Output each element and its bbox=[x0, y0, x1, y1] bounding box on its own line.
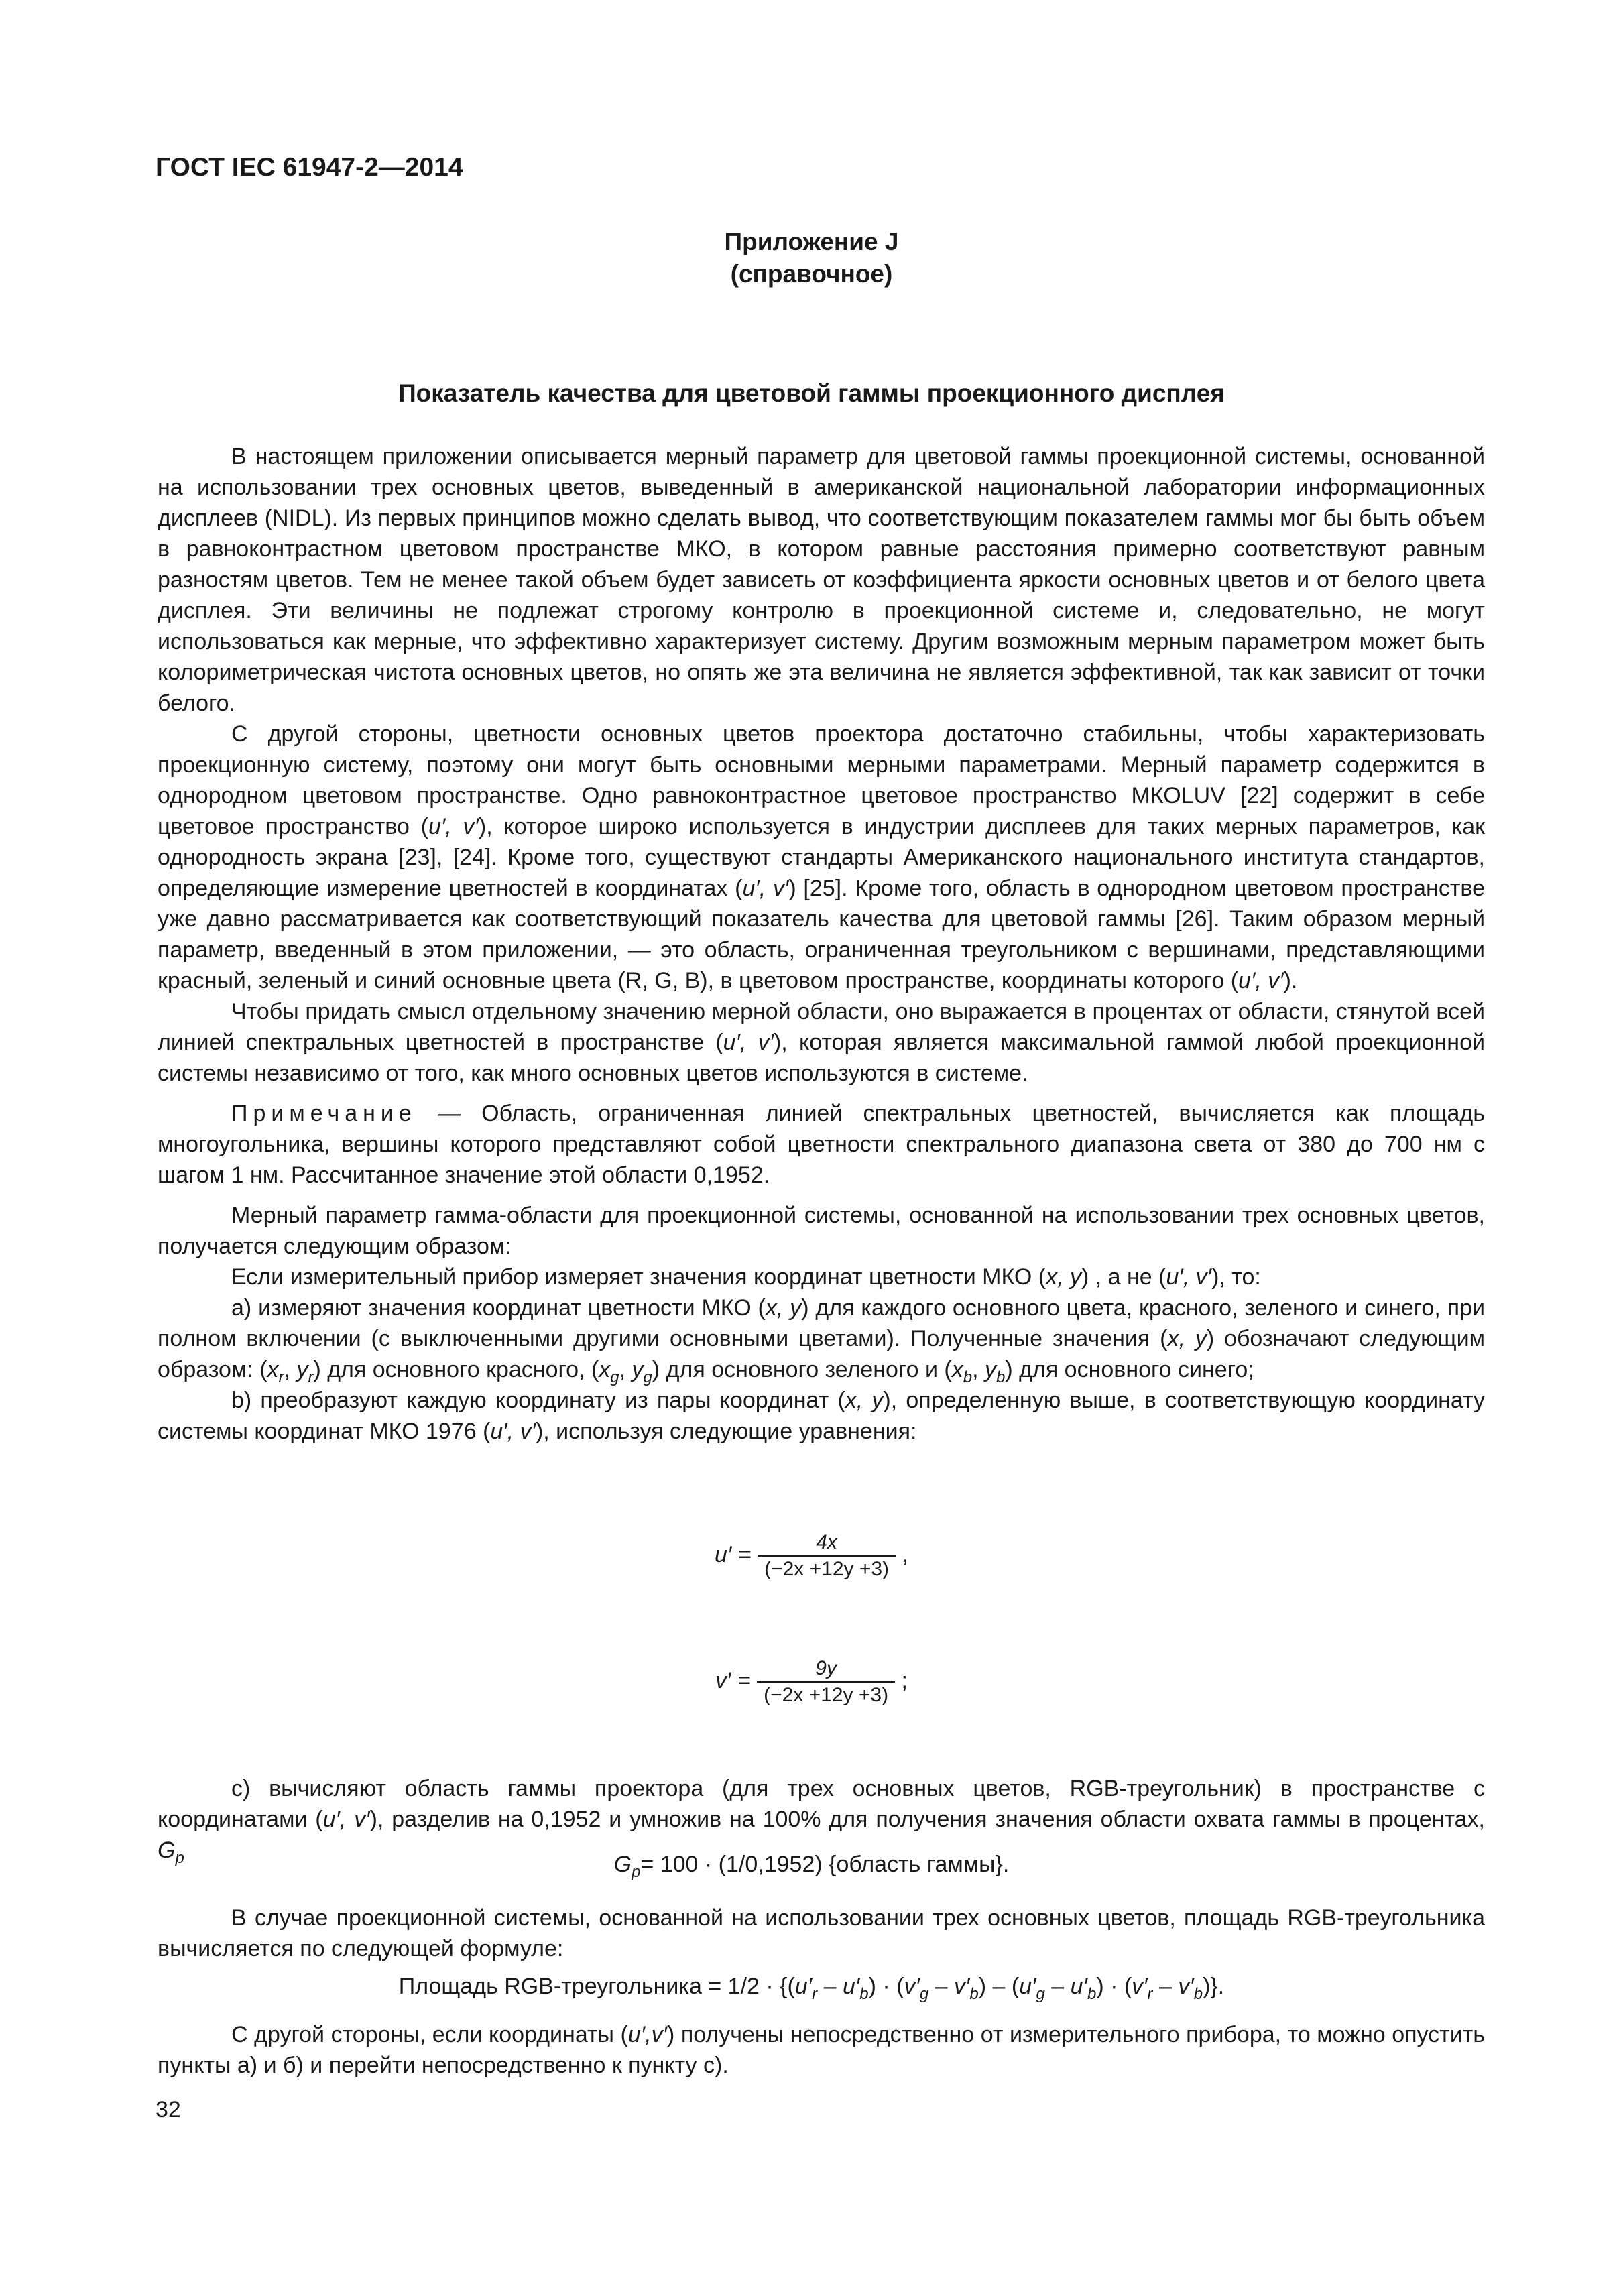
formula-area: Площадь RGB-треугольника = $1/2 \cdot \{(u'_r - u'_b) \cdot (v'_g - v'_b) - (u'_g - u'_b) \cdot (v'_r - v'_b)\}$. bbox=[398, 1974, 1225, 2003]
paragraph-method: Мерный параметр гамма-области для проекционной системы, основанной на использовании трех основных цветов, получается следующим образом: bbox=[158, 1203, 1485, 1259]
paragraph-percent: Чтобы придать смысл отдельному значению мерной области, оно выражается в процентах от области, стянутой всей линией спектральных цветностей в пространстве (u′, v′), которая является максимальной гаммой любой проекционной системы независимо от того, как много основных цветов используются в системе. bbox=[158, 999, 1485, 1086]
fraction-v: $\frac{9y}{(-2x +12y +3)}$ bbox=[757, 1656, 895, 1708]
note-heading: Примечание bbox=[231, 1101, 417, 1126]
note: Примечание — Область, ограниченная линией спектральных цветностей, вычисляется как площадь многоугольника, вершины которого представляют собой цветности спектрального диапазона света от 380 до 700 нм с шагом 1 нм. Рассчитанное значение этой области 0,1952. bbox=[158, 1101, 1485, 1188]
step-a: а) измеряют значения координат цветности МКО (x, y) для каждого основного цвета, красного, зеленого и синего, при полном включении (с выключенными другими основными цветами). Полученные значения (x, y) обозначают следующим образом: ($x_r$, $y_r$) для основного красного, ($x_g$, $y_g$) для основного зеленого и ($x_b$, $y_b$) для основного синего; bbox=[158, 1295, 1485, 1386]
formula-gp: $G_p= 100 \cdot (1/0,1952)$ {область гаммы}. bbox=[613, 1852, 1010, 1881]
page-number: 32 bbox=[156, 2097, 181, 2122]
body-text-3 bbox=[158, 1902, 1485, 1964]
fraction-u: $\frac{4x}{(-2x +12y +3)}$ bbox=[758, 1530, 896, 1582]
paragraph-area: В случае проекционной системы, основанной на использовании трех основных цветов, площадь RGB-треугольника вычисляется по следующей формуле: bbox=[158, 1905, 1485, 1961]
body-text-4 bbox=[158, 2019, 1485, 2081]
formula-u: u′ = $\frac{4x}{(-2x +12y +3)}$ , bbox=[0, 1530, 1623, 1582]
annex-label: Приложение J bbox=[724, 228, 899, 255]
paragraph-instrument: Если измерительный прибор измеряет значения координат цветности МКО (x, y) , а не (u′, v′), то: bbox=[231, 1264, 1261, 1290]
annex-title: Показатель качества для цветовой гаммы проекционного дисплея bbox=[398, 379, 1225, 407]
document-header: ГОСТ IEC 61947-2—2014 bbox=[156, 153, 463, 182]
formula-v: v′ = $\frac{9y}{(-2x +12y +3)}$ ; bbox=[0, 1656, 1623, 1708]
step-b: b) преобразуют каждую координату из пары координат (x, y), определенную выше, в соответствующую координату системы координат МКО 1976 (u′, v′), используя следующие уравнения: bbox=[158, 1388, 1485, 1444]
step-c: с) вычисляют область гаммы проектора (для трех основных цветов, RGB-треугольник) в пространстве с координатами (u′, v′), разделив на 0,1952 и умножив на 100% для получения значения области охвата гаммы в процентах, $G_p$ bbox=[158, 1776, 1485, 1867]
paragraph-direct: С другой стороны, если координаты (u′,v′) получены непосредственно от измерительного прибора, то можно опустить пункты а) и б) и перейти непосредственно к пункту с). bbox=[158, 2022, 1485, 2078]
annex-type: (справочное) bbox=[730, 260, 893, 288]
paragraph-intro: В настоящем приложении описывается мерный параметр для цветовой гаммы проекционной системы, основанной на использовании трех основных цветов, выведенный в американской национальной лаборатории информационных дисплеев (NIDL). Из первых принципов можно сделать вывод, что соответствующим показателем гаммы мог бы быть объем в равноконтрастном цветовом пространстве МКО, в котором равные расстояния примерно соответствуют равным разностям цветов. Тем не менее такой объем будет зависеть от коэффициента яркости основных цветов и от белого цвета дисплея. Эти величины не подлежат строгому контролю в проекционной системе и, следовательно, не могут использоваться как мерные, что эффективно характеризует систему. Другим возможным мерным параметром может быть колориметрическая чистота основных цветов, но опять же эта величина не является эффективной, так как зависит от точки белого. bbox=[158, 444, 1485, 716]
body-text bbox=[158, 441, 1485, 1447]
paragraph-chromaticity: С другой стороны, цветности основных цветов проектора достаточно стабильны, чтобы характеризовать проекционную систему, поэтому они могут быть основными мерными параметрами. Мерный параметр содержится в однородном цветовом пространстве. Одно равноконтрастное цветовое пространство МКОLUV [22] содержит в себе цветовое пространство (u′, v′), которое широко используется в индустрии дисплеев для таких мерных параметров, как однородность экрана [23], [24]. Кроме того, существуют стандарты Американского национального института стандартов, определяющие измерение цветностей в координатах (u′, v′) [25]. Кроме того, область в однородном цветовом пространстве уже давно рассматривается как соответствующий показатель качества для цветовой гаммы [26]. Таким образом мерный параметр, введенный в этом приложении, — это область, ограниченная треугольником с вершинами, представляющими красный, зеленый и синий основные цвета (R, G, B), в цветовом пространстве, координаты которого (u′, v′). bbox=[158, 721, 1485, 993]
